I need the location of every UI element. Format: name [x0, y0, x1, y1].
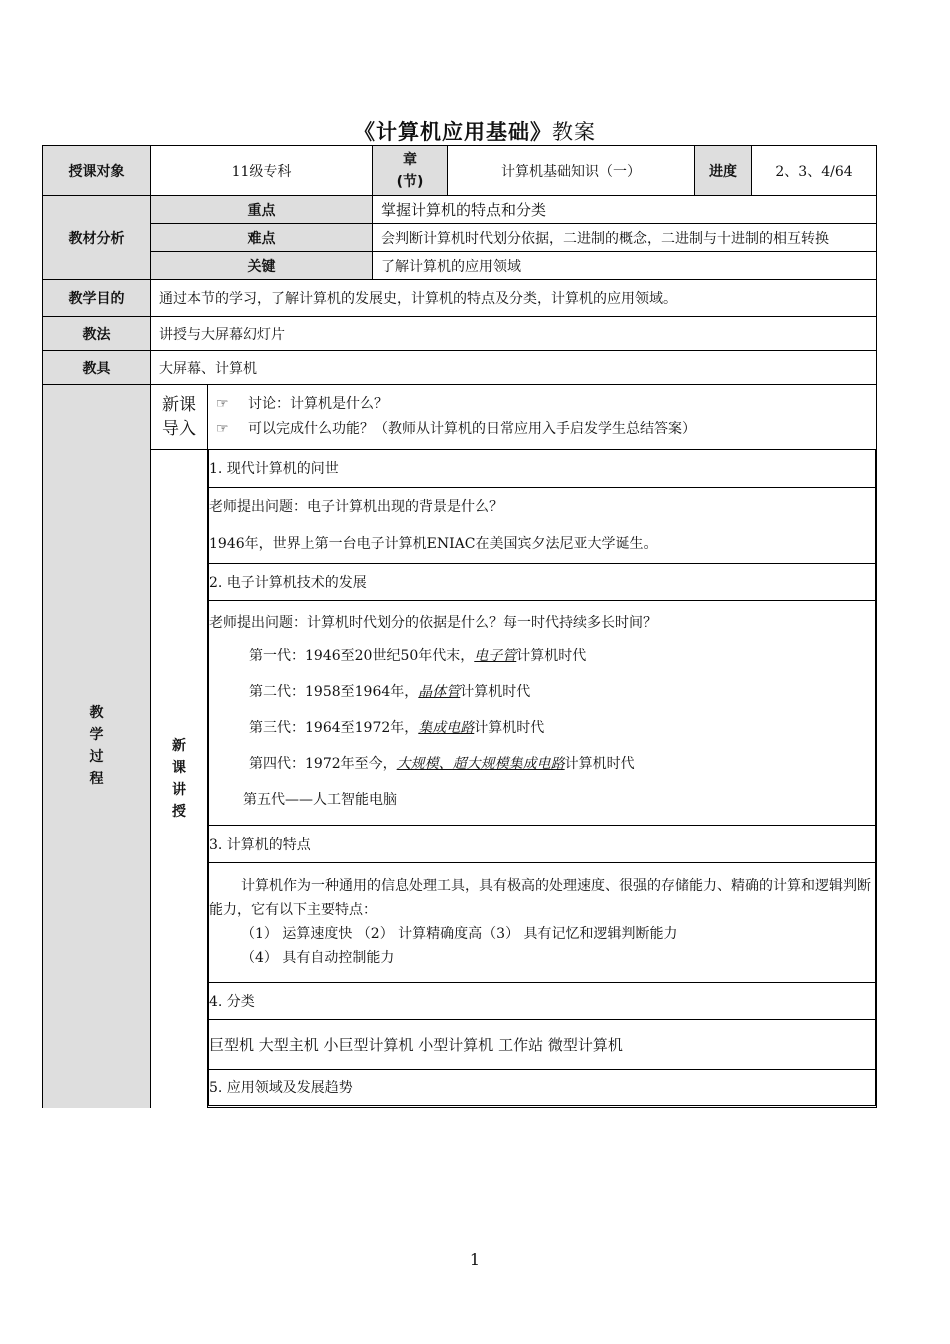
section-3-paragraph: 计算机作为一种通用的信息处理工具，具有极高的处理速度、很强的存储能力、精确的计算和逻辑判断能力，它有以下主要特点：	[209, 878, 871, 918]
lecture-sections	[208, 450, 876, 1106]
section-1-heading: 1. 现代计算机的问世	[209, 450, 876, 487]
section-4-items: 巨型机 大型主机 小巨型计算机 小型计算机 工作站 微型计算机	[209, 1019, 876, 1069]
analysis-key-value: 掌握计算机的特点和分类	[373, 196, 877, 224]
title-main: 《计算机应用基础》	[354, 119, 552, 144]
generation-2: 第二代：1958至1964年，晶体管计算机时代	[249, 683, 531, 700]
pointing-hand-icon: ☞	[216, 396, 229, 412]
lesson-plan-table	[42, 145, 877, 1108]
section-3-heading: 3. 计算机的特点	[209, 825, 876, 862]
generation-3: 第三代：1964至1972年，集成电路计算机时代	[249, 719, 545, 736]
lecture-label: 新课讲授	[151, 450, 208, 1108]
section-1-answer: 1946年，世界上第一台电子计算机ENIAC在美国宾夕法尼亚大学诞生。	[209, 535, 658, 552]
method-value: 讲授与大屏幕幻灯片	[151, 317, 877, 351]
section-1-question: 老师提出问题：电子计算机出现的背景是什么？	[209, 498, 503, 515]
generation-1: 第一代：1946至20世纪50年代末，电子管计算机时代	[249, 647, 587, 664]
section-1-body	[209, 487, 876, 563]
analysis-difficulty-label: 难点	[151, 224, 373, 252]
chapter-label: 章 (节)	[373, 146, 448, 196]
generation-4: 第四代：1972年至今，大规模、超大规模集成电路计算机时代	[249, 755, 635, 772]
target-label: 授课对象	[43, 146, 151, 196]
section-3-features-1: （1） 运算速度快 （2） 计算精确度高（3） 具有记忆和逻辑判断能力	[241, 926, 678, 942]
analysis-crux-value: 了解计算机的应用领域	[373, 252, 877, 280]
goal-value: 通过本节的学习，了解计算机的发展史，计算机的特点及分类，计算机的应用领域。	[151, 280, 877, 317]
analysis-difficulty-value: 会判断计算机时代划分依据，二进制的概念，二进制与十进制的相互转换	[373, 224, 877, 252]
generation-5: 第五代——人工智能电脑	[243, 791, 397, 808]
section-3-body	[209, 862, 876, 982]
lecture-content	[208, 450, 877, 1108]
method-label: 教法	[43, 317, 151, 351]
title-suffix: 教案	[552, 120, 596, 144]
progress-value: 2、3、4/64	[752, 146, 877, 196]
goal-label: 教学目的	[43, 280, 151, 317]
analysis-label: 教材分析	[43, 196, 151, 280]
target-value: 11级专科	[151, 146, 373, 196]
section-5-heading: 5. 应用领域及发展趋势	[209, 1069, 876, 1105]
progress-label: 进度	[695, 146, 752, 196]
section-4-heading: 4. 分类	[209, 982, 876, 1019]
section-2-heading: 2. 电子计算机技术的发展	[209, 563, 876, 600]
chapter-value: 计算机基础知识（一）	[448, 146, 695, 196]
section-2-question: 老师提出问题：计算机时代划分的依据是什么？每一时代持续多长时间？	[209, 614, 657, 631]
section-2-body	[209, 600, 876, 825]
intro-item: ☞ 讨论：计算机是什么？	[216, 392, 876, 417]
intro-item: ☞ 可以完成什么功能？（教师从计算机的日常应用入手启发学生总结答案）	[216, 417, 876, 442]
analysis-crux-label: 关键	[151, 252, 373, 280]
tools-value: 大屏幕、计算机	[151, 351, 877, 385]
tools-label: 教具	[43, 351, 151, 385]
pointing-hand-icon: ☞	[216, 421, 229, 437]
analysis-key-label: 重点	[151, 196, 373, 224]
section-3-features-2: （4） 具有自动控制能力	[241, 950, 395, 966]
intro-label: 新课导入	[151, 385, 208, 450]
document-title	[0, 116, 950, 146]
intro-content	[208, 385, 877, 450]
page-number: 1	[469, 1250, 481, 1269]
process-label: 教学过程	[43, 385, 151, 1108]
